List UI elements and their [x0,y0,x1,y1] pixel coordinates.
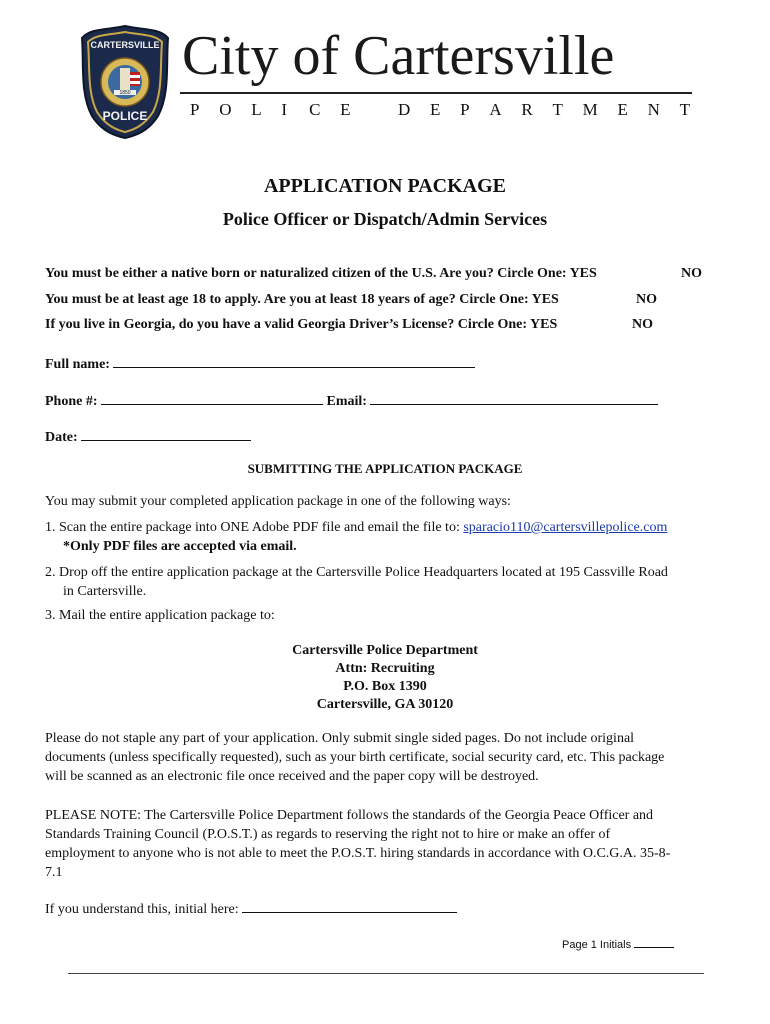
page-initials-label: Page 1 Initials [562,939,632,951]
date-field [45,426,251,446]
dept-letter: L [251,100,262,119]
dept-letter: T [552,100,563,119]
pdf-only-note: *Only PDF files are accepted via email. [63,539,297,554]
page-title: APPLICATION PACKAGE [263,175,507,197]
submitting-intro: You may submit your completed application package in one of the following ways: [45,494,511,509]
question-license: If you live in Georgia, do you have a valid Georgia Driver’s License? Circle One: YES [45,317,558,332]
phone-blank[interactable] [101,390,323,405]
dept-letter: P [460,100,470,119]
address-line-2: Attn: Recruiting [335,661,435,676]
note-line: Standards Training Council (P.O.S.T.) as regards to reserving the right not to hire or make an offer of [45,827,611,842]
badge-top-text: CARTERSVILLE [90,40,160,50]
dept-letter: C [309,100,321,119]
submitting-heading: SUBMITTING THE APPLICATION PACKAGE [247,461,523,476]
email-label: Email: [326,394,367,409]
address-line-1: Cartersville Police Department [292,643,478,658]
phone-label: Phone #: [45,394,98,409]
note-line: employment to anyone who is not able to meet the P.O.S.T. hiring standards in accordance with O.C.G.A. 35-8- [45,846,671,861]
instructions-line: will be scanned as an electronic file once received and the paper copy will be destroyed. [45,769,539,784]
submit-option-mail: 3. Mail the entire application package to: [45,608,275,623]
dept-letter: P [190,100,200,119]
dept-letter: A [489,100,502,119]
initial-blank[interactable] [242,898,457,913]
dept-letter: I [281,100,288,119]
page-initials-blank[interactable] [634,938,674,948]
address-line-3: P.O. Box 1390 [343,679,427,694]
initial-label: If you understand this, initial here: [45,902,239,917]
full-name-field [45,353,475,373]
submit-option-email-text: 1. Scan the entire package into ONE Adobe PDF file and email the file to: [45,520,460,535]
dept-letter: R [521,100,533,119]
phone-field [45,390,658,410]
police-badge-logo [80,24,170,140]
dept-letter [370,100,378,120]
submit-option-dropoff: 2. Drop off the entire application package at the Cartersville Police Headquarters located at 195 Cassville Road [45,565,668,580]
header-divider [180,92,692,94]
page-initials [562,938,674,951]
recruiting-email-link[interactable]: sparacio110@cartersvillepolice.com [463,520,668,535]
note-line: PLEASE NOTE: The Cartersville Police Department follows the standards of the Georgia Peace Officer and [45,808,654,823]
footer-divider [68,973,704,974]
dept-letter: E [617,100,628,119]
question-age-no[interactable]: NO [636,292,657,307]
note-line: 7.1 [45,865,63,880]
question-age: You must be at least age 18 to apply. Are you at least 18 years of age? Circle One: YES [45,292,559,307]
submit-option-dropoff-cont: in Cartersville. [63,584,147,599]
dept-letter: D [398,100,411,119]
dept-letter: T [679,100,690,119]
city-title: City of Cartersville [182,25,615,87]
initial-field [45,898,457,919]
mailing-address [0,642,770,714]
dept-letter: E [430,100,441,119]
department-subtitle [190,100,690,120]
instructions-line: documents (unless specifically requested), such as your birth certificate, social security card, etc. This package [45,750,665,765]
please-note-paragraph [45,806,670,882]
address-line-4: Cartersville, GA 30120 [316,697,454,712]
instructions-line: Please do not staple any part of your application. Only submit single sided pages. Do not include original [45,731,635,746]
dept-letter: E [340,100,351,119]
instructions-paragraph [45,729,664,786]
dept-letter: O [219,100,232,119]
badge-bottom-text: POLICE [102,109,148,123]
question-license-no[interactable]: NO [632,317,653,332]
badge-year: 1850 [119,90,131,96]
submit-option-email [45,518,667,537]
email-blank[interactable] [370,390,658,405]
full-name-blank[interactable] [113,353,475,368]
dept-letter: M [582,100,598,119]
question-citizen-no[interactable]: NO [681,266,702,281]
date-label: Date: [45,430,78,445]
full-name-label: Full name: [45,357,110,372]
page-subtitle: Police Officer or Dispatch/Admin Services [222,209,548,229]
dept-letter: N [647,100,660,119]
question-citizen: You must be either a native born or naturalized citizen of the U.S. Are you? Circle One: YES [45,266,597,281]
date-blank[interactable] [81,426,251,441]
